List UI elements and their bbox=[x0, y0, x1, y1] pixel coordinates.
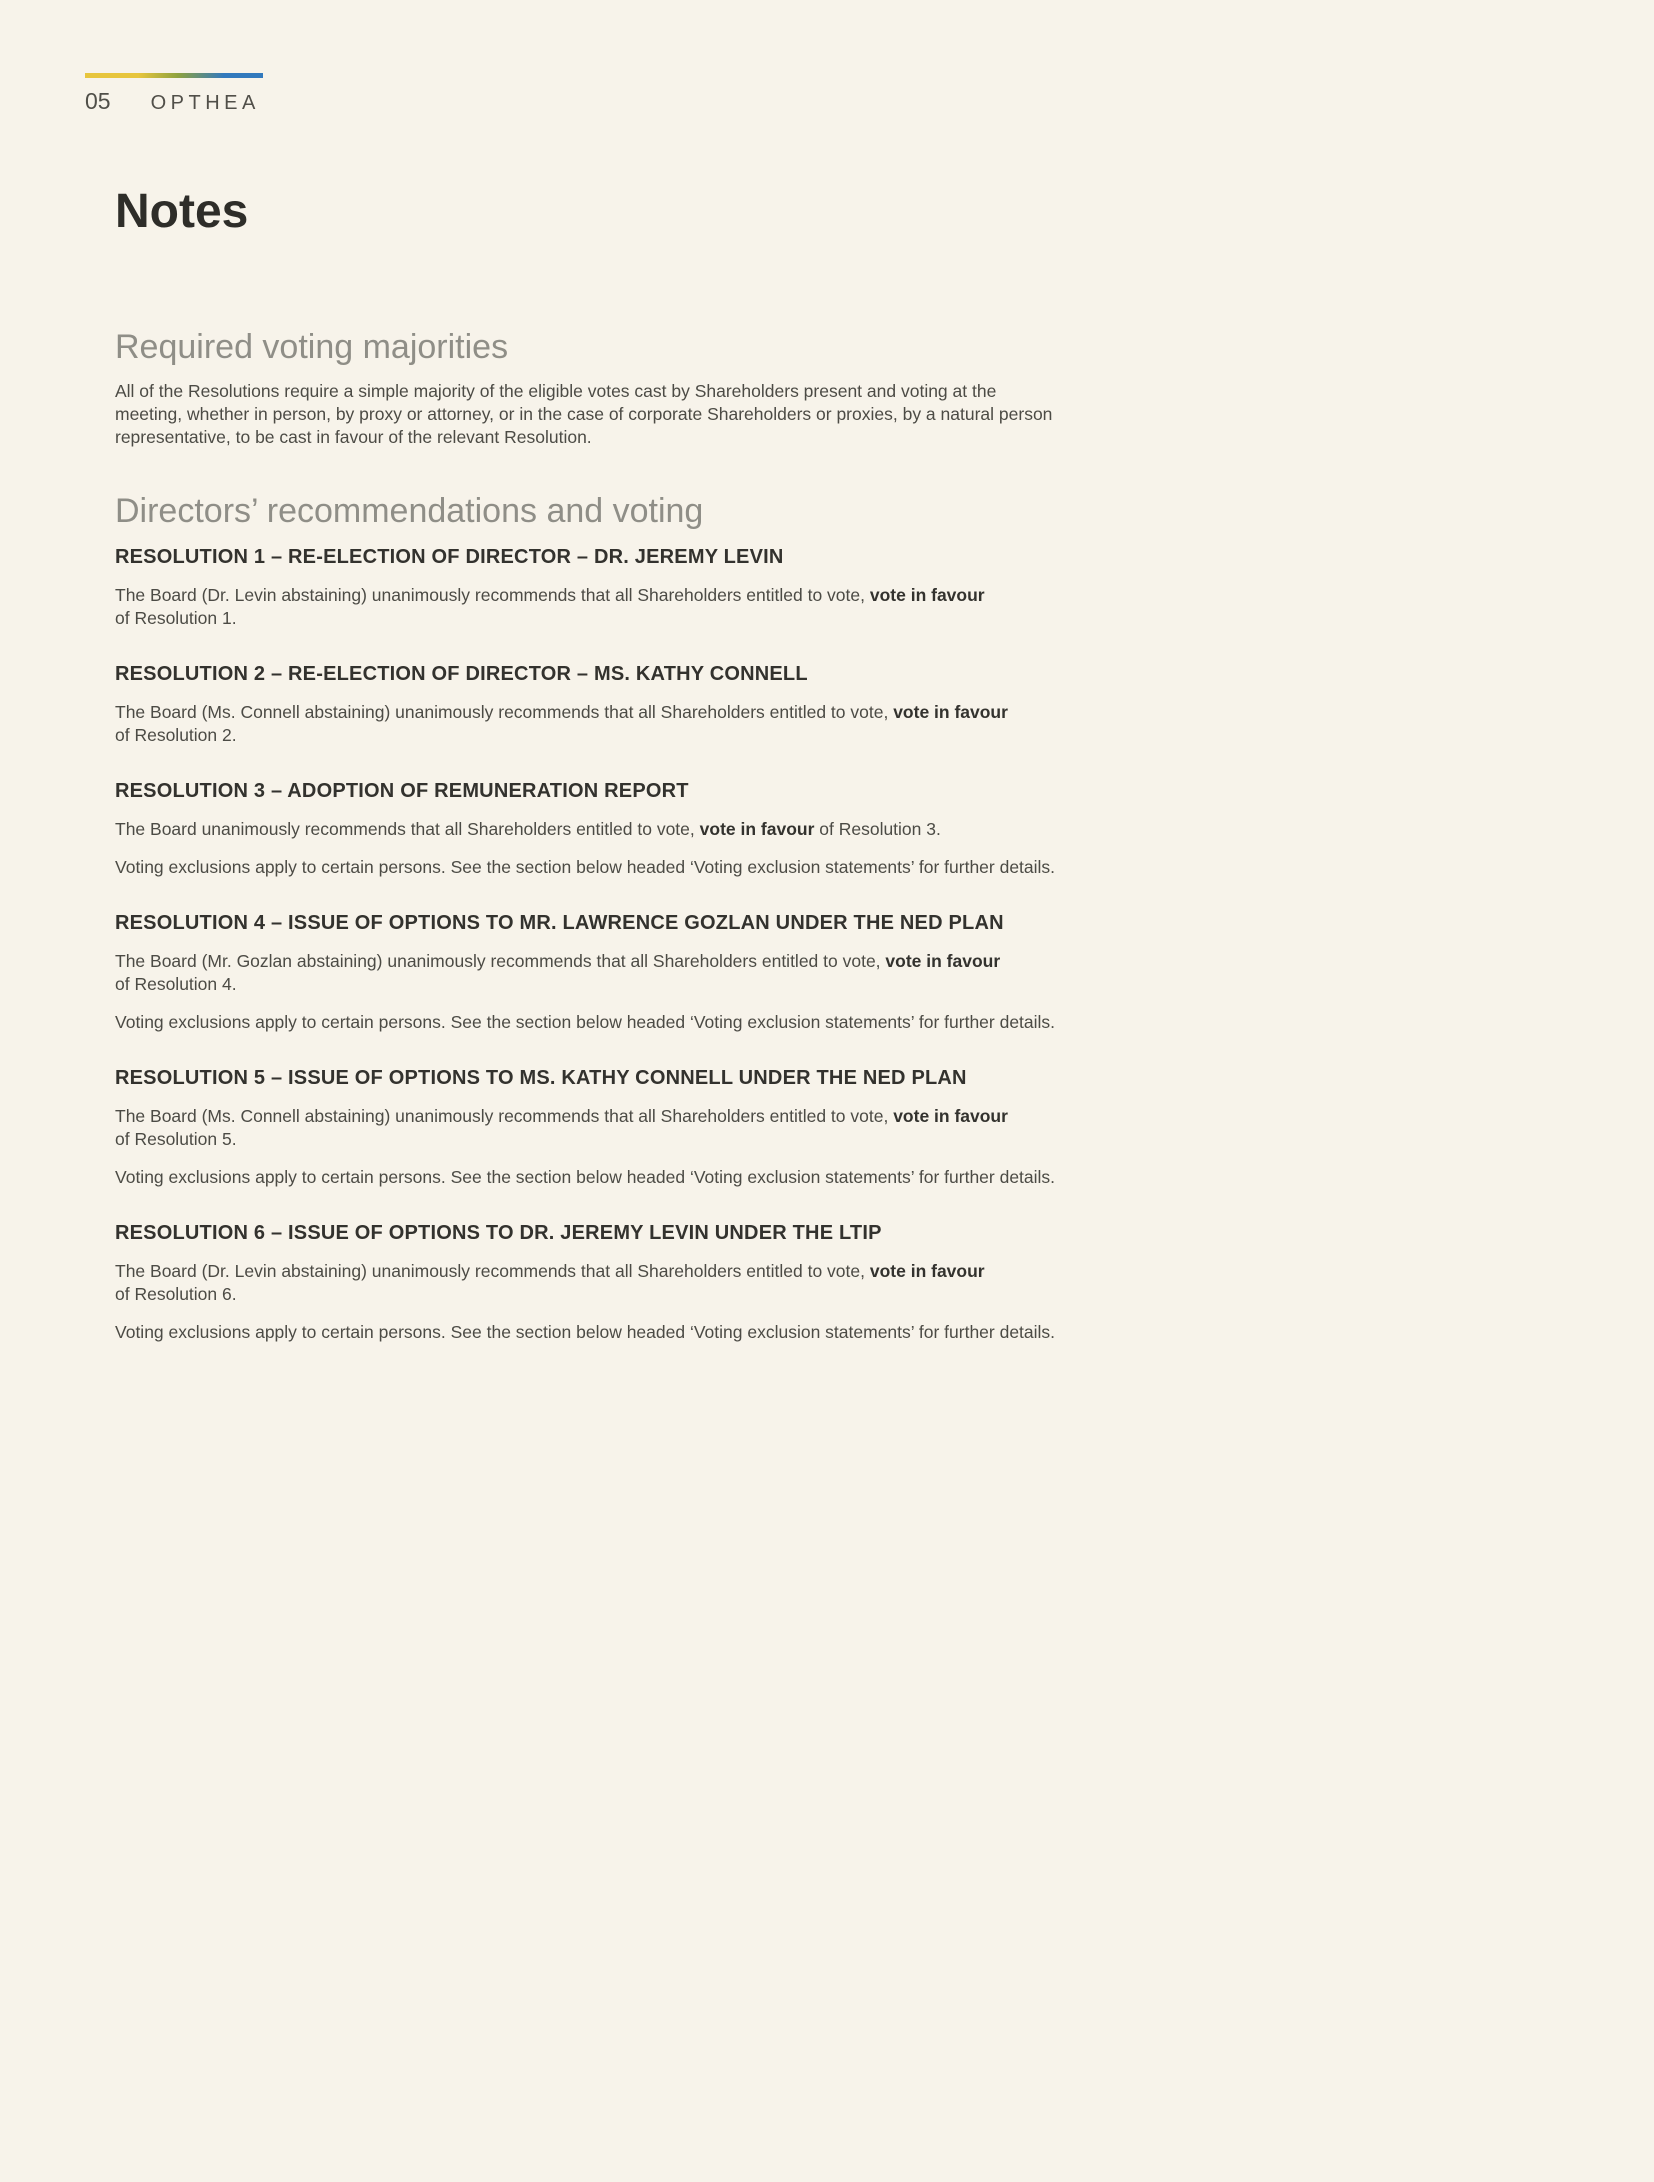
resolution-4-body-pre: The Board (Mr. Gozlan abstaining) unanimously recommends that all Shareholders entitled to vote, bbox=[115, 950, 886, 971]
vote-in-favour-emphasis: vote in favour bbox=[885, 950, 1001, 971]
resolution-5-body-pre: The Board (Ms. Connell abstaining) unanimously recommends that all Shareholders entitled to vote, bbox=[115, 1105, 894, 1126]
resolution-4-heading: RESOLUTION 4 – ISSUE OF OPTIONS TO MR. LAWRENCE GOZLAN UNDER THE NED PLAN bbox=[115, 911, 1004, 934]
resolution-6-body-post: of Resolution 6. bbox=[115, 1283, 237, 1304]
resolution-1-body bbox=[115, 584, 1063, 630]
resolution-3-body bbox=[115, 818, 1063, 841]
resolution-1-body-post: of Resolution 1. bbox=[115, 607, 237, 628]
resolution-4-body bbox=[115, 950, 1063, 996]
vote-in-favour-emphasis: vote in favour bbox=[869, 1260, 985, 1281]
content-column bbox=[115, 0, 1063, 1344]
resolution-2-body-post: of Resolution 2. bbox=[115, 724, 237, 745]
voting-exclusion-note: Voting exclusions apply to certain persons. See the section below headed ‘Voting exclusion statements’ for further details. bbox=[115, 856, 1056, 877]
voting-exclusion-note: Voting exclusions apply to certain persons. See the section below headed ‘Voting exclusion statements’ for further details. bbox=[115, 1321, 1056, 1342]
resolution-block-1 bbox=[115, 545, 1063, 630]
resolution-block-2 bbox=[115, 662, 1063, 747]
resolution-4-body-post: of Resolution 4. bbox=[115, 973, 237, 994]
resolution-5-body-post: of Resolution 5. bbox=[115, 1128, 237, 1149]
resolution-3-body-post: of Resolution 3. bbox=[814, 818, 941, 839]
page-title: Notes bbox=[115, 185, 249, 238]
resolution-2-body bbox=[115, 701, 1063, 747]
required-voting-majorities-body: All of the Resolutions require a simple majority of the eligible votes cast by Shareholders present and voting at the meeting, whether in person, by proxy or attorney, or in the case of corporate Shareholders or proxies, by a natural person representative, to be cast in favour of the relevant Resolution. bbox=[115, 381, 1053, 448]
resolution-1-body-pre: The Board (Dr. Levin abstaining) unanimously recommends that all Shareholders entitled to vote, bbox=[115, 584, 870, 605]
resolution-6-body bbox=[115, 1260, 1063, 1306]
page-number: 05 bbox=[85, 88, 111, 114]
section-heading-directors-recommendations: Directors’ recommendations and voting bbox=[115, 492, 704, 531]
section-heading-required-voting-majorities: Required voting majorities bbox=[115, 327, 509, 366]
resolution-block-3 bbox=[115, 779, 1063, 879]
resolution-3-heading: RESOLUTION 3 – ADOPTION OF REMUNERATION REPORT bbox=[115, 779, 689, 802]
resolution-6-body-pre: The Board (Dr. Levin abstaining) unanimously recommends that all Shareholders entitled to vote, bbox=[115, 1260, 870, 1281]
voting-exclusion-note: Voting exclusions apply to certain persons. See the section below headed ‘Voting exclusion statements’ for further details. bbox=[115, 1166, 1056, 1187]
vote-in-favour-emphasis: vote in favour bbox=[869, 584, 985, 605]
vote-in-favour-emphasis: vote in favour bbox=[699, 818, 815, 839]
voting-exclusion-note: Voting exclusions apply to certain persons. See the section below headed ‘Voting exclusion statements’ for further details. bbox=[115, 1011, 1056, 1032]
resolution-1-heading: RESOLUTION 1 – RE-ELECTION OF DIRECTOR – DR. JEREMY LEVIN bbox=[115, 545, 784, 568]
resolution-6-heading: RESOLUTION 6 – ISSUE OF OPTIONS TO DR. JEREMY LEVIN UNDER THE LTIP bbox=[115, 1221, 882, 1244]
brand-wordmark: OPTHEA bbox=[150, 92, 260, 114]
resolution-2-heading: RESOLUTION 2 – RE-ELECTION OF DIRECTOR – MS. KATHY CONNELL bbox=[115, 662, 808, 685]
vote-in-favour-emphasis: vote in favour bbox=[893, 1105, 1008, 1126]
resolution-block-4 bbox=[115, 911, 1063, 1034]
resolution-3-body-pre: The Board unanimously recommends that all Shareholders entitled to vote, bbox=[115, 818, 700, 839]
resolution-block-5 bbox=[115, 1066, 1063, 1189]
resolution-block-6 bbox=[115, 1221, 1063, 1344]
resolution-5-heading: RESOLUTION 5 – ISSUE OF OPTIONS TO MS. KATHY CONNELL UNDER THE NED PLAN bbox=[115, 1066, 967, 1089]
vote-in-favour-emphasis: vote in favour bbox=[893, 701, 1008, 722]
resolution-5-body bbox=[115, 1105, 1063, 1151]
resolution-2-body-pre: The Board (Ms. Connell abstaining) unanimously recommends that all Shareholders entitled to vote, bbox=[115, 701, 894, 722]
